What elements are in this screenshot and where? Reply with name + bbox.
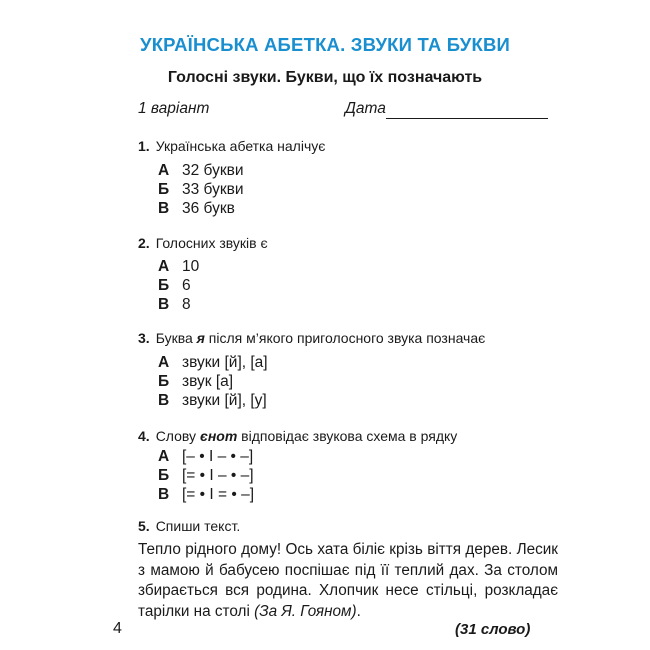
question-1-option-b[interactable]: [158, 181, 244, 199]
question-number: 4.: [138, 428, 150, 444]
paragraph-line: Тепло рідного дому! Ось хата біліє крізь віття дерев. Лесик: [138, 541, 558, 558]
question-text-before: Буква: [155, 330, 197, 346]
question-text-before: Слову: [155, 428, 200, 444]
option-text: звуки [й], [а]: [182, 354, 268, 371]
variant-label: 1 варіант: [138, 100, 210, 117]
sound-scheme: [= • І = • –]: [182, 486, 255, 503]
option-text: 6: [182, 277, 191, 294]
question-highlight-word: єнот: [199, 428, 238, 444]
paragraph-line: збирається вся родина. Хлопчик несе стільці, розкладає: [138, 582, 558, 599]
question-2-option-c[interactable]: [158, 296, 191, 314]
question-3: [138, 330, 485, 346]
option-letter: Б: [158, 467, 170, 484]
text-source: (За Я. Гояном): [254, 602, 357, 620]
question-4: [138, 428, 457, 444]
option-text: 32 букви: [182, 162, 244, 179]
question-2-option-a[interactable]: [158, 258, 199, 276]
question-4-option-c[interactable]: [158, 486, 254, 504]
question-3-option-b[interactable]: [158, 373, 233, 391]
question-2-option-b[interactable]: [158, 277, 191, 295]
question-text-after: після м’якого приголосного звука позначає: [204, 330, 486, 346]
paragraph-last-line: [138, 602, 558, 623]
sound-scheme: [– • І – • –]: [182, 448, 254, 465]
word-count: (31 слово): [455, 621, 531, 638]
option-letter: А: [158, 448, 170, 465]
option-letter: Б: [158, 373, 170, 390]
date-field-line: [386, 118, 548, 119]
question-number: 5.: [138, 518, 150, 534]
question-4-option-a[interactable]: [158, 448, 253, 466]
option-text: 36 букв: [182, 200, 235, 217]
question-number: 3.: [138, 330, 150, 346]
paragraph-line: з мамою й бабусею поспішає під її теплий дах. За столом: [138, 561, 558, 579]
question-text: Голосних звуків є: [155, 235, 268, 251]
question-1-option-a[interactable]: [158, 162, 244, 180]
option-text: 33 букви: [182, 181, 244, 198]
question-4-option-b[interactable]: [158, 467, 254, 485]
option-letter: В: [158, 392, 170, 409]
option-letter: В: [158, 296, 170, 313]
option-letter: А: [158, 258, 170, 275]
option-letter: В: [158, 200, 170, 217]
page-number: 4: [113, 620, 122, 637]
option-text: 8: [182, 296, 191, 313]
page-title: УКРАЇНСЬКА АБЕТКА. ЗВУКИ ТА БУКВИ: [139, 34, 511, 55]
question-5: [138, 518, 240, 534]
question-text: Спиши текст.: [155, 518, 241, 534]
question-text: Українська абетка налічує: [155, 138, 326, 154]
option-letter: В: [158, 486, 170, 503]
sound-scheme: [= • І – • –]: [182, 467, 254, 484]
question-1: [138, 138, 325, 154]
option-text: 10: [182, 258, 200, 275]
option-text: звуки [й], [у]: [182, 392, 267, 409]
question-1-option-c[interactable]: [158, 200, 235, 218]
option-letter: А: [158, 162, 170, 179]
page-subtitle: Голосні звуки. Букви, що їх позначають: [167, 69, 483, 86]
paragraph-end: .: [356, 602, 361, 620]
option-letter: Б: [158, 277, 170, 294]
question-number: 1.: [138, 138, 150, 154]
question-2: [138, 235, 268, 251]
date-label: Дата: [345, 100, 386, 117]
option-letter: А: [158, 354, 170, 371]
paragraph-line-text: тарілки на столі: [138, 602, 255, 620]
option-letter: Б: [158, 181, 170, 198]
option-text: звук [а]: [182, 373, 234, 390]
question-3-option-c[interactable]: [158, 392, 267, 410]
copy-text-paragraph: [138, 540, 558, 622]
question-text-after: відповідає звукова схема в рядку: [237, 428, 458, 444]
question-highlight-word: я: [196, 330, 205, 346]
question-number: 2.: [138, 235, 150, 251]
question-3-option-a[interactable]: [158, 354, 268, 372]
